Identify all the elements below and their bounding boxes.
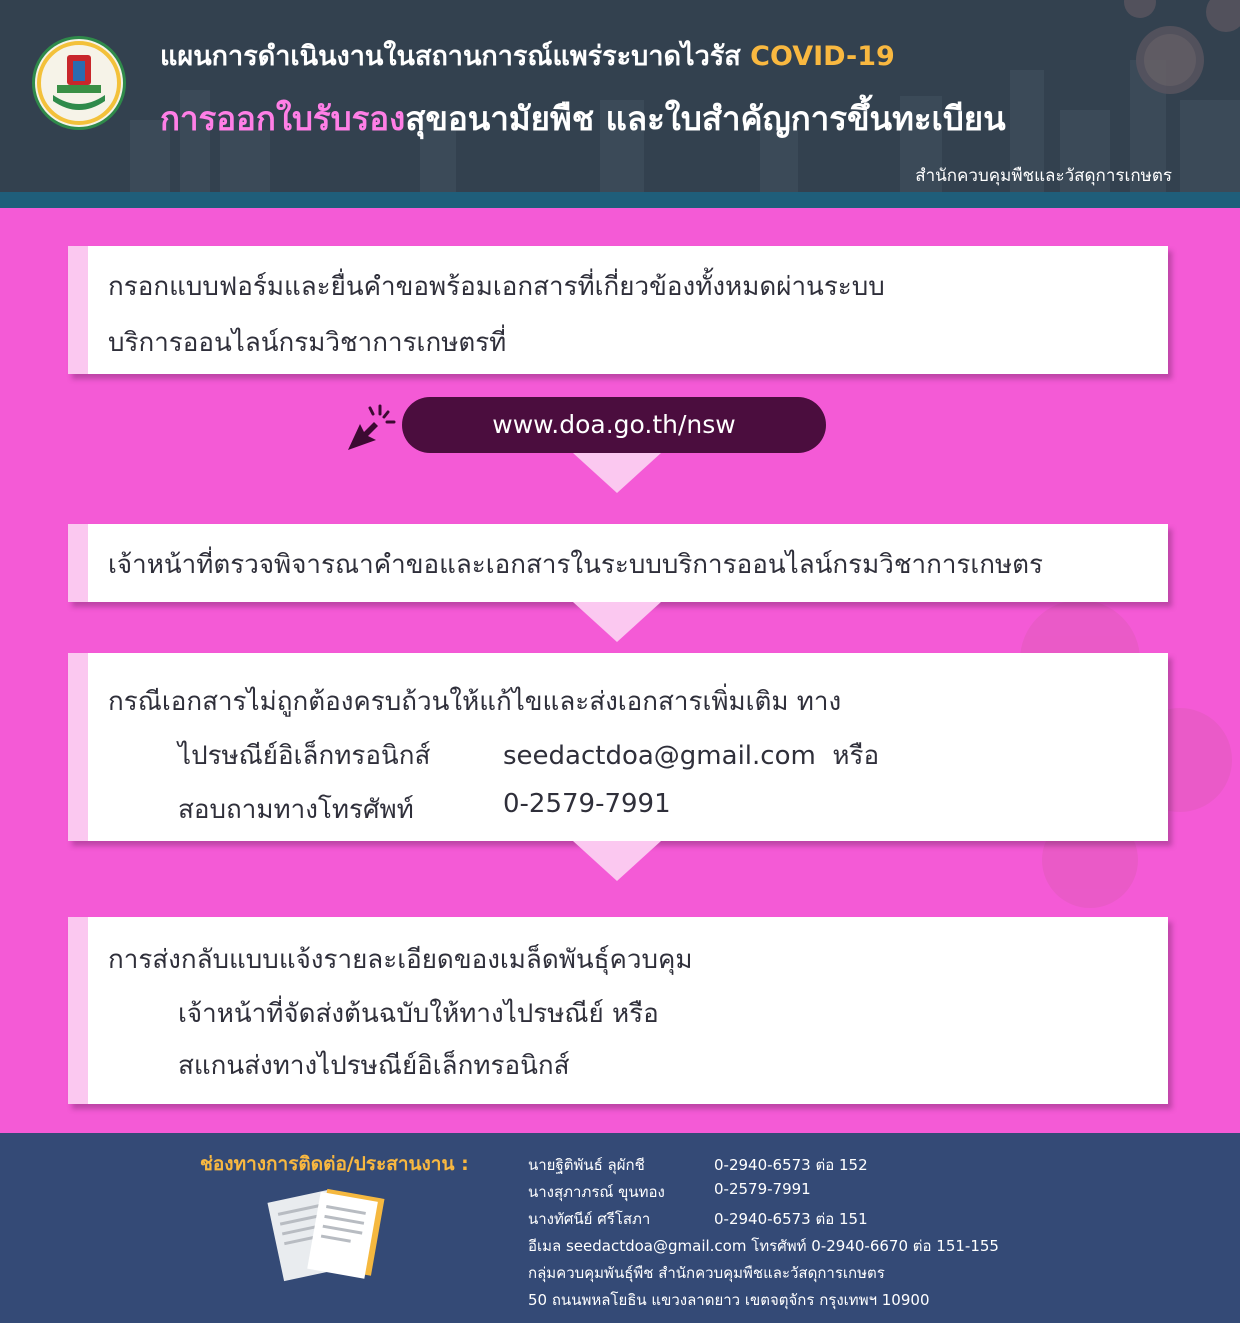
contact-title: ช่องทางการติดต่อ/ประสานงาน : — [200, 1153, 469, 1175]
email-or: หรือ — [832, 741, 880, 771]
flow-arrow-3 — [573, 841, 661, 881]
step-4-line-1: การส่งกลับแบบแจ้งรายละเอียดของเมล็ดพันธุ์ควบคุม — [108, 945, 693, 975]
step-4-card — [68, 917, 1168, 1104]
header-title-line2 — [160, 92, 1006, 145]
email-value[interactable] — [503, 735, 879, 776]
step-2-line-1: เจ้าหน้าที่ตรวจพิจารณาคำขอและเอกสารในระบบบริการออนไลน์กรมวิชาการเกษตร — [108, 550, 1044, 580]
documents-icon — [262, 1173, 392, 1283]
header-covid-label: COVID-19 — [750, 41, 895, 72]
header-title-highlight: การออกใบรับรอง — [160, 99, 406, 138]
cursor-click-icon — [344, 402, 398, 454]
contact-2 — [528, 1180, 811, 1204]
email-label: ไปรษณีย์อิเล็กทรอนิกส์ — [178, 741, 431, 771]
step-1-line-2: บริการออนไลน์กรมวิชาการเกษตรที่ — [108, 328, 507, 358]
step-3-phone-row — [178, 789, 938, 823]
contact-name: นางสุภาภรณ์ ขุนทอง — [528, 1183, 665, 1201]
contact-phone[interactable]: 0-2940-6573 ต่อ 151 — [714, 1210, 868, 1228]
contact-footer — [0, 1133, 1240, 1323]
contact-1 — [528, 1153, 868, 1177]
step-1-card — [68, 246, 1168, 374]
contact-group-line: กลุ่มควบคุมพันธุ์พืช สำนักควบคุมพืชและวัสดุการเกษตร — [528, 1264, 885, 1282]
step-1-line-1: กรอกแบบฟอร์มและยื่นคำขอพร้อมเอกสารที่เกี่ยวข้องทั้งหมดผ่านระบบ — [108, 272, 885, 302]
step-2-card — [68, 524, 1168, 602]
step-4-line-3: สแกนส่งทางไปรษณีย์อิเล็กทรอนิกส์ — [178, 1051, 570, 1081]
contact-address-line: 50 ถนนพหลโยธิน แขวงลาดยาว เขตจตุจักร กรุงเทพฯ 10900 — [528, 1291, 930, 1309]
flow-arrow-2 — [573, 602, 661, 642]
header-title-rest: สุขอนามัยพืช และใบสำคัญการขึ้นทะเบียน — [405, 99, 1006, 138]
contact-name: นางทัศนีย์ ศรีโสภา — [528, 1210, 651, 1228]
step-3-email-row — [178, 735, 938, 769]
header-title-line1 — [160, 34, 895, 77]
email-address[interactable]: seedactdoa@gmail.com — [503, 741, 816, 771]
header-divider — [0, 192, 1240, 208]
contact-phone[interactable]: 0-2940-6573 ต่อ 152 — [714, 1156, 868, 1174]
step-3-card — [68, 653, 1168, 841]
contact-name: นายฐิติพันธ์ ลุผักชี — [528, 1156, 645, 1174]
header-banner — [0, 0, 1240, 192]
step-3-line-1: กรณีเอกสารไม่ถูกต้องครบถ้วนให้แก้ไขและส่งเอกสารเพิ่มเติม ทาง — [108, 687, 842, 717]
contact-email-line[interactable]: อีเมล seedactdoa@gmail.com โทรศัพท์ 0-2940-6670 ต่อ 151-155 — [528, 1237, 999, 1255]
department-logo — [32, 36, 126, 130]
contact-phone[interactable]: 0-2579-7991 — [714, 1180, 811, 1198]
step-4-line-2: เจ้าหน้าที่จัดส่งต้นฉบับให้ทางไปรษณีย์ หรือ — [178, 999, 659, 1029]
website-link[interactable]: www.doa.go.th/nsw — [402, 397, 826, 453]
header-title-main: แผนการดำเนินงานในสถานการณ์แพร่ระบาดไวรัส — [160, 41, 741, 72]
contact-3 — [528, 1207, 868, 1231]
phone-value[interactable]: 0-2579-7991 — [503, 789, 671, 819]
phone-label: สอบถามทางโทรศัพท์ — [178, 795, 414, 825]
flow-arrow-1 — [573, 453, 661, 493]
header-office: สำนักควบคุมพืชและวัสดุการเกษตร — [915, 166, 1172, 186]
